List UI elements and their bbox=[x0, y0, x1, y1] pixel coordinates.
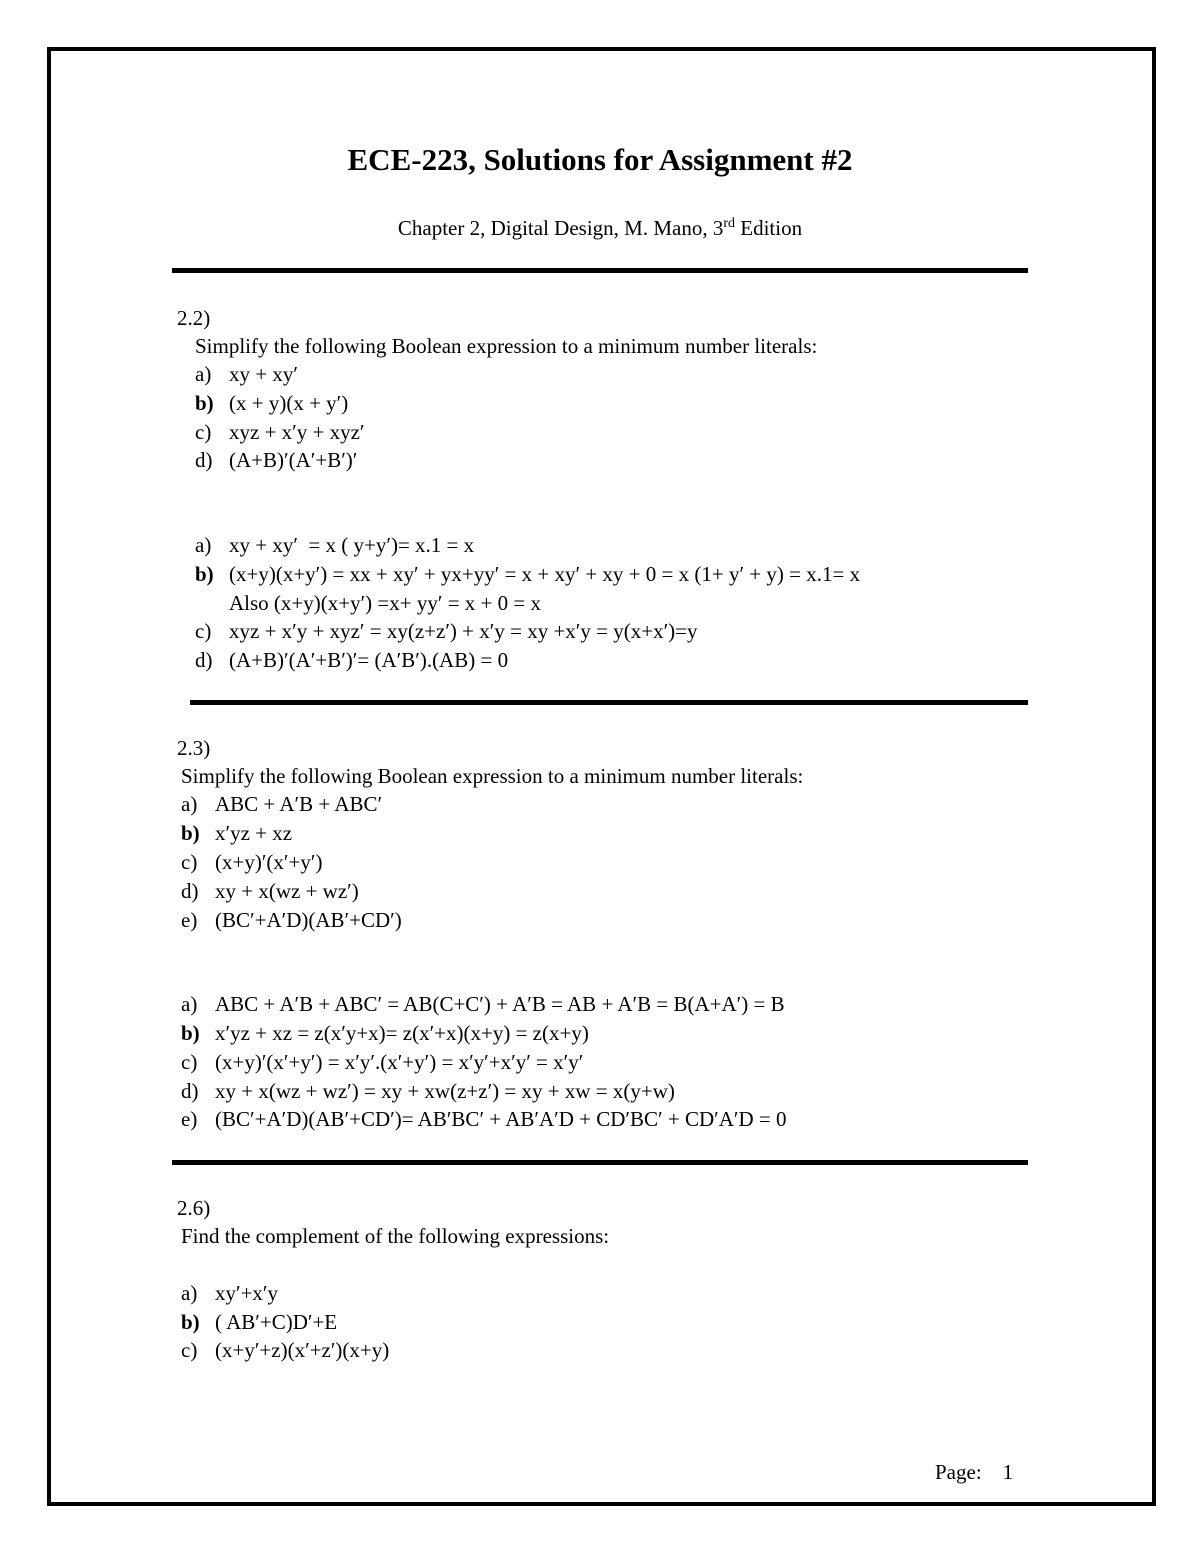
question-label: a) bbox=[181, 1281, 198, 1305]
answer-text: xyz + x′y + xyz′ = xy(z+z′) + x′y = xy +x′y = y(x+x′)=y bbox=[229, 619, 698, 643]
answer-text: (BC′+A′D)(AB′+CD′)= AB′BC′ + AB′A′D + CD′BC′ + CD′A′D = 0 bbox=[215, 1107, 787, 1131]
question-label: d) bbox=[195, 448, 213, 472]
question-text: xy + x(wz + wz′) bbox=[215, 879, 359, 903]
subtitle-superscript: rd bbox=[723, 216, 736, 231]
question-line bbox=[181, 1338, 389, 1362]
section-divider bbox=[172, 1160, 1028, 1165]
answer-text: (A+B)′(A′+B′)′= (A′B′).(AB) = 0 bbox=[229, 648, 509, 672]
problem-2-2-number: 2.2) bbox=[177, 306, 211, 330]
question-line bbox=[181, 908, 402, 932]
answer-line bbox=[181, 1107, 787, 1131]
section-divider bbox=[190, 700, 1028, 705]
answer-line bbox=[181, 1079, 675, 1103]
answer-line bbox=[181, 1021, 589, 1045]
question-text: x′yz + xz bbox=[215, 821, 293, 845]
question-line bbox=[181, 850, 322, 874]
answer-line bbox=[195, 591, 541, 615]
question-label: d) bbox=[181, 879, 199, 903]
question-text: (x + y)(x + y′) bbox=[229, 391, 349, 415]
question-text: (x+y)′(x′+y′) bbox=[215, 850, 323, 874]
answer-label: e) bbox=[181, 1107, 198, 1131]
question-text: xy + xy′ bbox=[229, 362, 298, 386]
problem-2-6-number: 2.6) bbox=[177, 1196, 211, 1220]
question-line bbox=[181, 1310, 337, 1334]
question-label: c) bbox=[181, 1338, 198, 1362]
question-label: a) bbox=[181, 792, 198, 816]
page-footer bbox=[935, 1460, 1013, 1485]
answer-label: b) bbox=[195, 562, 214, 586]
problem-2-3-number: 2.3) bbox=[177, 736, 211, 760]
question-line bbox=[195, 362, 298, 386]
question-line bbox=[195, 448, 357, 472]
question-line bbox=[181, 1281, 278, 1305]
answer-label: c) bbox=[181, 1050, 198, 1074]
subtitle-suffix: Edition bbox=[735, 216, 803, 240]
question-text: (A+B)′(A′+B′)′ bbox=[229, 448, 358, 472]
answer-line bbox=[181, 992, 785, 1016]
answer-text: (x+y)(x+y′) = xx + xy′ + yx+yy′ = x + xy′ + xy + 0 = x (1+ y′ + y) = x.1= x bbox=[229, 562, 861, 586]
header-divider bbox=[172, 268, 1028, 273]
answer-text: x′yz + xz = z(x′y+x)= z(x′+x)(x+y) = z(x+y) bbox=[215, 1021, 589, 1045]
answer-text: ABC + A′B + ABC′ = AB(C+C′) + A′B = AB + A′B = B(A+A′) = B bbox=[215, 992, 785, 1016]
answer-text: xy + xy′ = x ( y+y′)= x.1 = x bbox=[229, 533, 475, 557]
question-label: e) bbox=[181, 908, 198, 932]
question-line bbox=[181, 821, 292, 845]
question-text: ( AB′+C)D′+E bbox=[215, 1310, 338, 1334]
answer-label: a) bbox=[195, 533, 212, 557]
document-subtitle bbox=[0, 216, 1200, 241]
question-line bbox=[181, 792, 382, 816]
page-label: Page: bbox=[935, 1460, 982, 1484]
answer-text: xy + x(wz + wz′) = xy + xw(z+z′) = xy + xw = x(y+w) bbox=[215, 1079, 675, 1103]
question-text: (BC′+A′D)(AB′+CD′) bbox=[215, 908, 402, 932]
page-number: 1 bbox=[1002, 1460, 1014, 1484]
answer-line bbox=[195, 648, 508, 672]
question-text: ABC + A′B + ABC′ bbox=[215, 792, 383, 816]
answer-line bbox=[195, 562, 860, 586]
answer-label: d) bbox=[181, 1079, 199, 1103]
question-text: xy′+x′y bbox=[215, 1281, 279, 1305]
answer-line bbox=[195, 619, 698, 643]
question-line bbox=[195, 420, 365, 444]
question-text: xyz + x′y + xyz′ bbox=[229, 420, 365, 444]
answer-text: Also (x+y)(x+y′) =x+ yy′ = x + 0 = x bbox=[229, 591, 541, 615]
answer-text: (x+y)′(x′+y′) = x′y′.(x′+y′) = x′y′+x′y′ = x′y′ bbox=[215, 1050, 584, 1074]
question-line bbox=[195, 391, 348, 415]
question-label: b) bbox=[181, 1310, 200, 1334]
question-label: b) bbox=[195, 391, 214, 415]
document-title: ECE-223, Solutions for Assignment #2 bbox=[347, 142, 853, 177]
question-label: c) bbox=[195, 420, 212, 444]
problem-2-6-prompt: Find the complement of the following expressions: bbox=[181, 1224, 610, 1248]
question-text: (x+y′+z)(x′+z′)(x+y) bbox=[215, 1338, 390, 1362]
problem-2-2-prompt: Simplify the following Boolean expression to a minimum number literals: bbox=[195, 334, 818, 358]
answer-label: d) bbox=[195, 648, 213, 672]
question-line bbox=[181, 879, 359, 903]
answer-label: c) bbox=[195, 619, 212, 643]
question-label: c) bbox=[181, 850, 198, 874]
question-label: b) bbox=[181, 821, 200, 845]
subtitle-text: Chapter 2, Digital Design, M. Mano, 3 bbox=[397, 216, 724, 240]
question-label: a) bbox=[195, 362, 212, 386]
answer-line bbox=[181, 1050, 583, 1074]
answer-label: b) bbox=[181, 1021, 200, 1045]
answer-label: a) bbox=[181, 992, 198, 1016]
answer-line bbox=[195, 533, 474, 557]
problem-2-3-prompt: Simplify the following Boolean expression to a minimum number literals: bbox=[181, 764, 804, 788]
